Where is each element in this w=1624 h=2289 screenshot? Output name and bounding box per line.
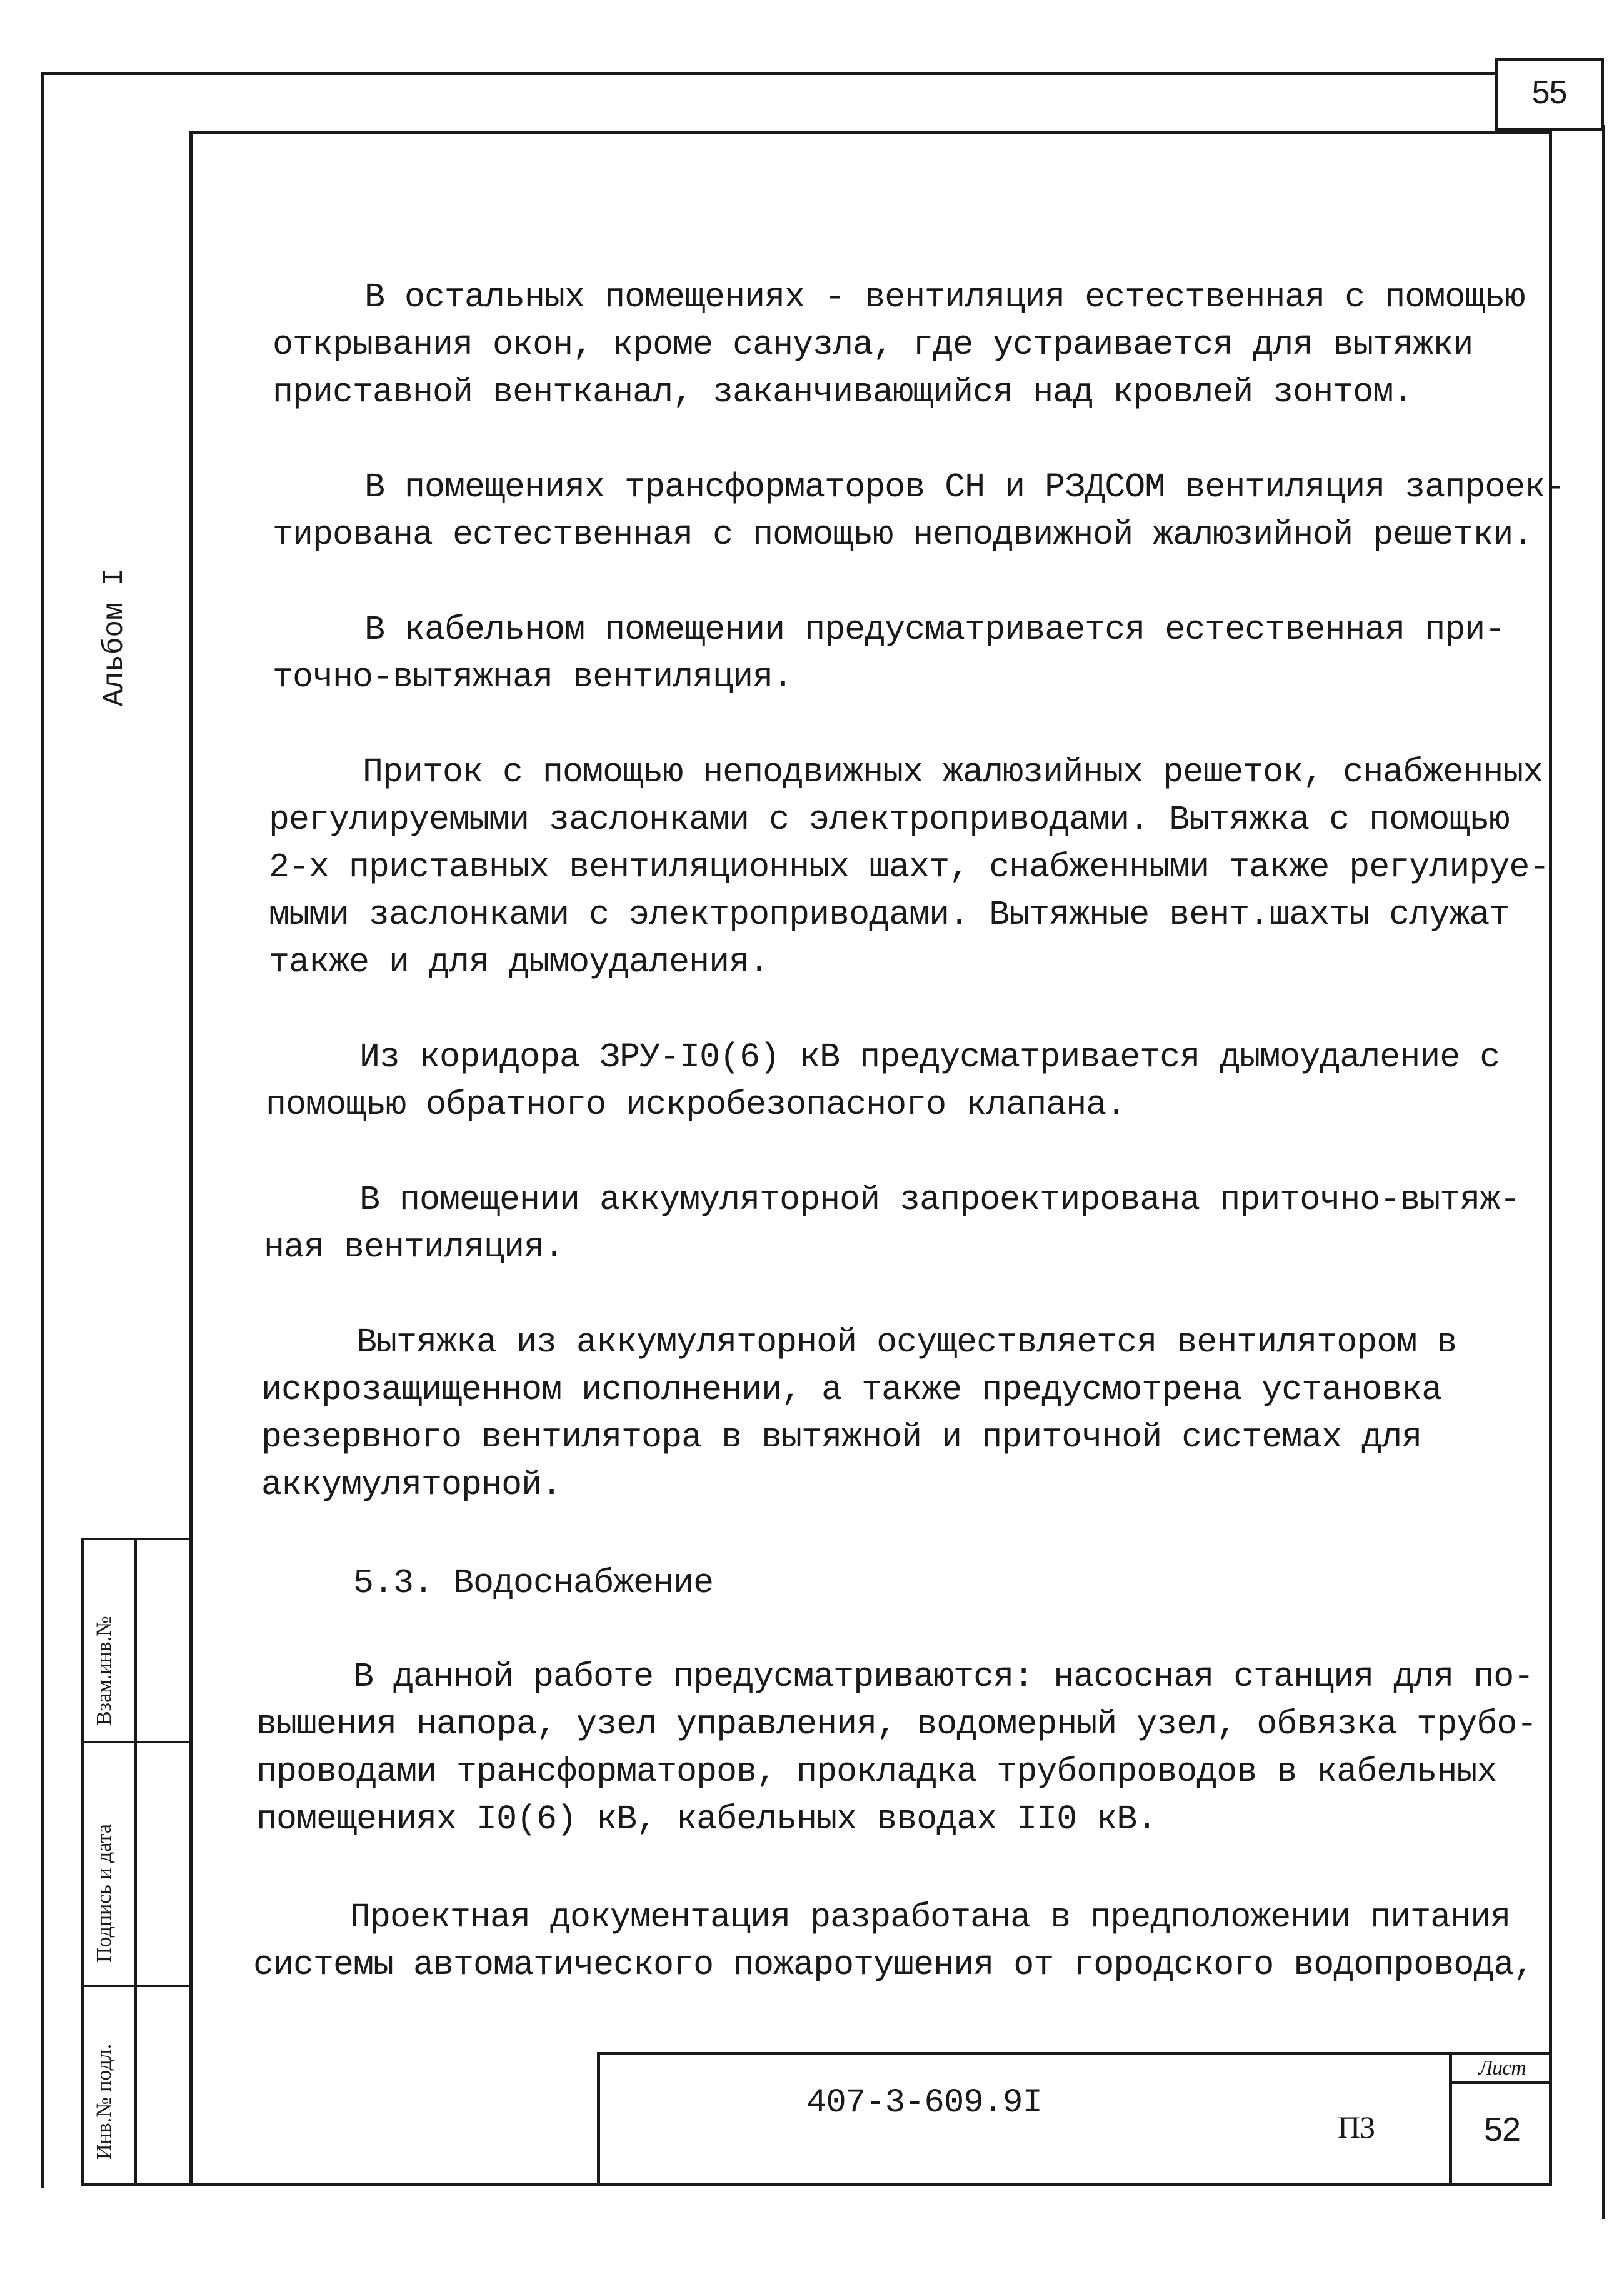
outer-frame-top [41, 72, 1497, 75]
stamp-top-line [81, 1538, 193, 1540]
stamp-label-original-inv: Инв.№ подл. [93, 2043, 116, 2160]
section-heading: 5.3. Водоснабжение [353, 1563, 714, 1603]
stamp-label-exchange-inv: Взам.инв.№ [93, 1616, 116, 1725]
inner-frame-left [189, 131, 193, 2186]
page-number-top: 55 [1531, 74, 1567, 111]
stamp-divider-2 [81, 1985, 193, 1987]
paragraph-line: В помещениях трансформаторов СН и РЗДСОМ вентиляция запроек- [364, 468, 1565, 507]
stamp-divider-1 [81, 1741, 193, 1743]
title-block-top [597, 2052, 1552, 2055]
paragraph-line: Из коридора ЗРУ-I0(6) кВ предусматривается дымоудаление с [359, 1038, 1500, 1077]
paragraph-line: мыми заслонками с электроприводами. Вытяжные вент.шахты служат [269, 895, 1510, 934]
paragraph-line: В помещении аккумуляторной запроектирована приточно-вытяж- [359, 1180, 1520, 1220]
paragraph-line: ная вентиляция. [264, 1228, 564, 1267]
title-block-left [597, 2052, 600, 2186]
paragraph-line: приставной вентканал, заканчивающийся над кровлей зонтом. [273, 373, 1413, 412]
inner-frame-right [1549, 131, 1552, 2186]
stamp-col-left [81, 1538, 84, 2186]
paragraph-line: помощью обратного искробезопасного клапана. [266, 1085, 1126, 1124]
paragraph-line: точно-вытяжная вентиляция. [273, 658, 793, 697]
section-code: ПЗ [1338, 2110, 1375, 2145]
paragraph-line: проводами трансформаторов, прокладка трубопроводов в кабельных [256, 1752, 1497, 1791]
paragraph-line: 2-х приставных вентиляционных шахт, снабженными также регулируе- [269, 848, 1550, 887]
sheet-number: 52 [1483, 2111, 1521, 2148]
sheet-label: Лист [1478, 2056, 1526, 2080]
paragraph-line: аккумуляторной. [261, 1465, 562, 1505]
paragraph-line: помещениях I0(6) кВ, кабельных вводах II0 кВ. [256, 1800, 1157, 1839]
outer-frame-left [41, 72, 44, 2188]
paragraph-line: резервного вентилятора в вытяжной и приточной системах для [261, 1418, 1422, 1457]
paragraph-line: Проектная документация разработана в предположении питания [350, 1898, 1511, 1937]
paragraph-line: вышения напора, узел управления, водомерный узел, обвязка трубо- [256, 1705, 1537, 1744]
paragraph-line: искрозащищенном исполнении, а также предусмотрена установка [261, 1370, 1442, 1410]
stamp-label-signature-date: Подпись и дата [93, 1824, 116, 1963]
album-label: Альбом I [98, 568, 131, 706]
paragraph-line: тирована естественная с помощью неподвижной жалюзийной решетки. [273, 515, 1533, 554]
document-code: 407-3-609.9I [806, 2084, 1042, 2122]
paragraph-line: Вытяжка из аккумуляторной осуществляется вентилятором в [356, 1323, 1457, 1362]
outer-frame-right [1602, 125, 1605, 2219]
paragraph-line: регулируемыми заслонками с электроприводами. Вытяжка с помощью [269, 800, 1510, 839]
paragraph-line: также и для дымоудаления. [269, 943, 769, 982]
title-block-sheet-divider [1449, 2081, 1552, 2084]
paragraph-line: Приток с помощью неподвижных жалюзийных решеток, снабженных [363, 753, 1543, 792]
paragraph-line: В кабельном помещении предусматривается естественная при- [364, 610, 1505, 649]
paragraph-line: В остальных помещениях - вентиляция естественная с помощью [364, 278, 1525, 317]
paragraph-line: открывания окон, кроме санузла, где устраивается для вытяжки [273, 325, 1473, 364]
paragraph-line: В данной работе предусматриваются: насосная станция для по- [353, 1657, 1534, 1696]
inner-frame-bottom [81, 2183, 1552, 2186]
paragraph-line: системы автоматического пожаротушения от городского водопровода, [253, 1945, 1534, 1985]
stamp-col-mid [134, 1538, 137, 2186]
inner-frame-top [189, 131, 1552, 134]
